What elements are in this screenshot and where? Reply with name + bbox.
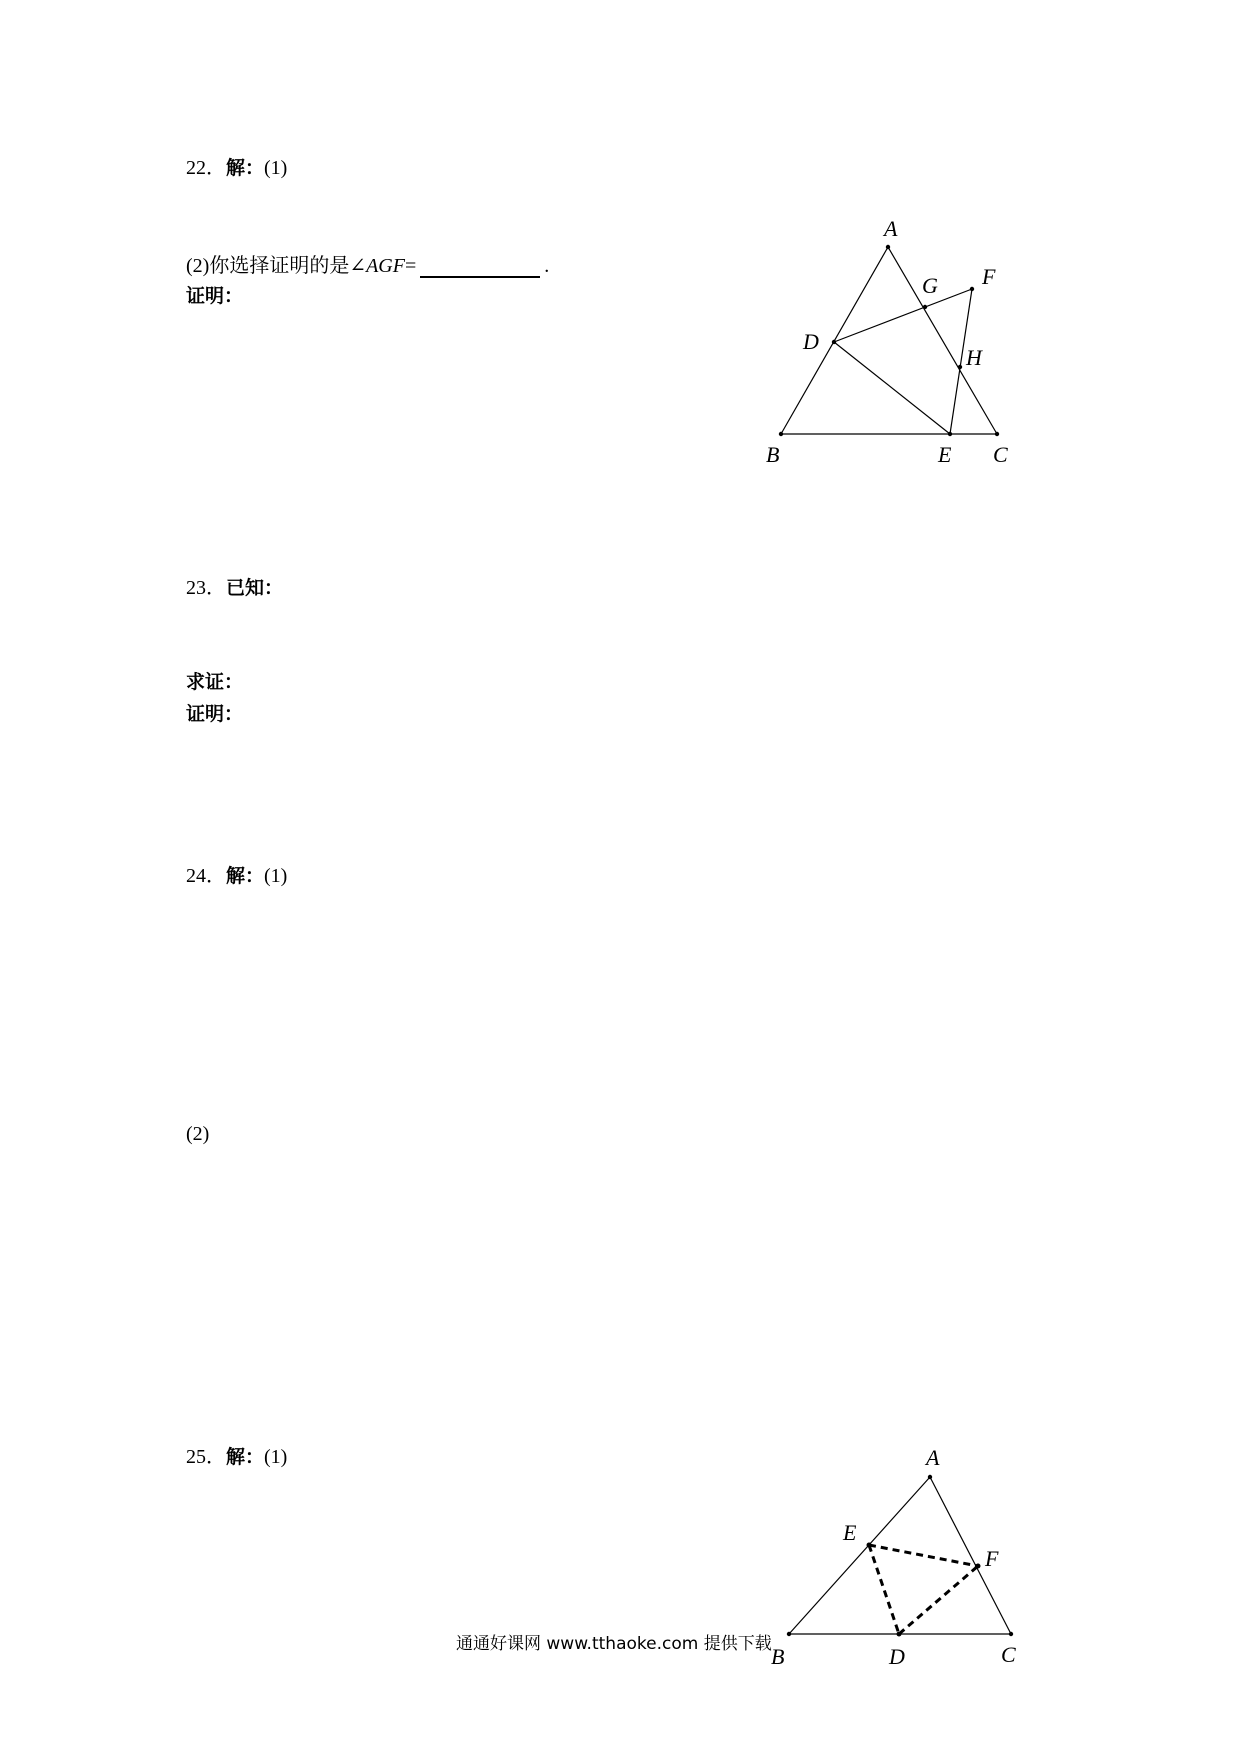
q25-point-a bbox=[928, 1475, 932, 1479]
q25-point-d bbox=[897, 1632, 902, 1637]
q25-label-c: C bbox=[1001, 1642, 1016, 1667]
q25-solve-label: 解： bbox=[226, 1446, 265, 1468]
q24-solve-label: 解： bbox=[226, 865, 265, 887]
q25-label-a: A bbox=[926, 1445, 940, 1470]
q24-number: 24． bbox=[186, 865, 226, 887]
q22-label-c: C bbox=[993, 442, 1008, 467]
q24-part1: (1) bbox=[264, 865, 288, 887]
q23-number: 23． bbox=[186, 577, 226, 599]
q22-part1: (1) bbox=[264, 157, 288, 179]
q25-side-ac bbox=[930, 1477, 1011, 1634]
q25-dashed-df bbox=[899, 1566, 978, 1634]
q22-part2-prefix: (2)你选择证明的是∠ bbox=[186, 255, 367, 277]
q25-part1: (1) bbox=[264, 1446, 288, 1468]
q25-label-f: F bbox=[985, 1546, 999, 1571]
q23-proof-label: 证明： bbox=[186, 703, 244, 725]
q22-label-g: G bbox=[922, 273, 938, 298]
q22-part2-end: . bbox=[544, 255, 550, 277]
q22-label-e: E bbox=[938, 442, 952, 467]
q25-point-c bbox=[1009, 1632, 1013, 1636]
q22-solve-label: 解： bbox=[226, 157, 265, 179]
q25-label-b: B bbox=[771, 1644, 785, 1669]
q23-given-label: 已知： bbox=[226, 577, 284, 599]
q22-number: 22． bbox=[186, 157, 226, 179]
q22-label-d: D bbox=[803, 329, 819, 354]
q25-point-f bbox=[976, 1564, 981, 1569]
q22-label-a: A bbox=[884, 216, 898, 241]
q22-part2-angle: AGF bbox=[366, 255, 405, 277]
q25-point-b bbox=[787, 1632, 791, 1636]
q25-label-d: D bbox=[889, 1644, 905, 1669]
footer-download-note: 通通好课网 www.tthaoke.com 提供下载 bbox=[456, 1634, 772, 1654]
q22-proof-label: 证明： bbox=[186, 285, 244, 307]
q23-prove-label: 求证： bbox=[186, 671, 244, 693]
q22-label-f: F bbox=[982, 264, 996, 289]
q25-dashed-ef bbox=[869, 1545, 978, 1566]
q25-number: 25． bbox=[186, 1446, 226, 1468]
q22-label-b: B bbox=[766, 442, 780, 467]
q24-part2: (2) bbox=[186, 1123, 210, 1145]
q25-dashed-ed bbox=[869, 1545, 899, 1634]
q22-part2-eq: = bbox=[404, 255, 417, 277]
q25-side-ab bbox=[789, 1477, 930, 1634]
q25-point-e bbox=[867, 1543, 872, 1548]
q22-label-h: H bbox=[966, 345, 982, 370]
q25-label-e: E bbox=[843, 1520, 857, 1545]
